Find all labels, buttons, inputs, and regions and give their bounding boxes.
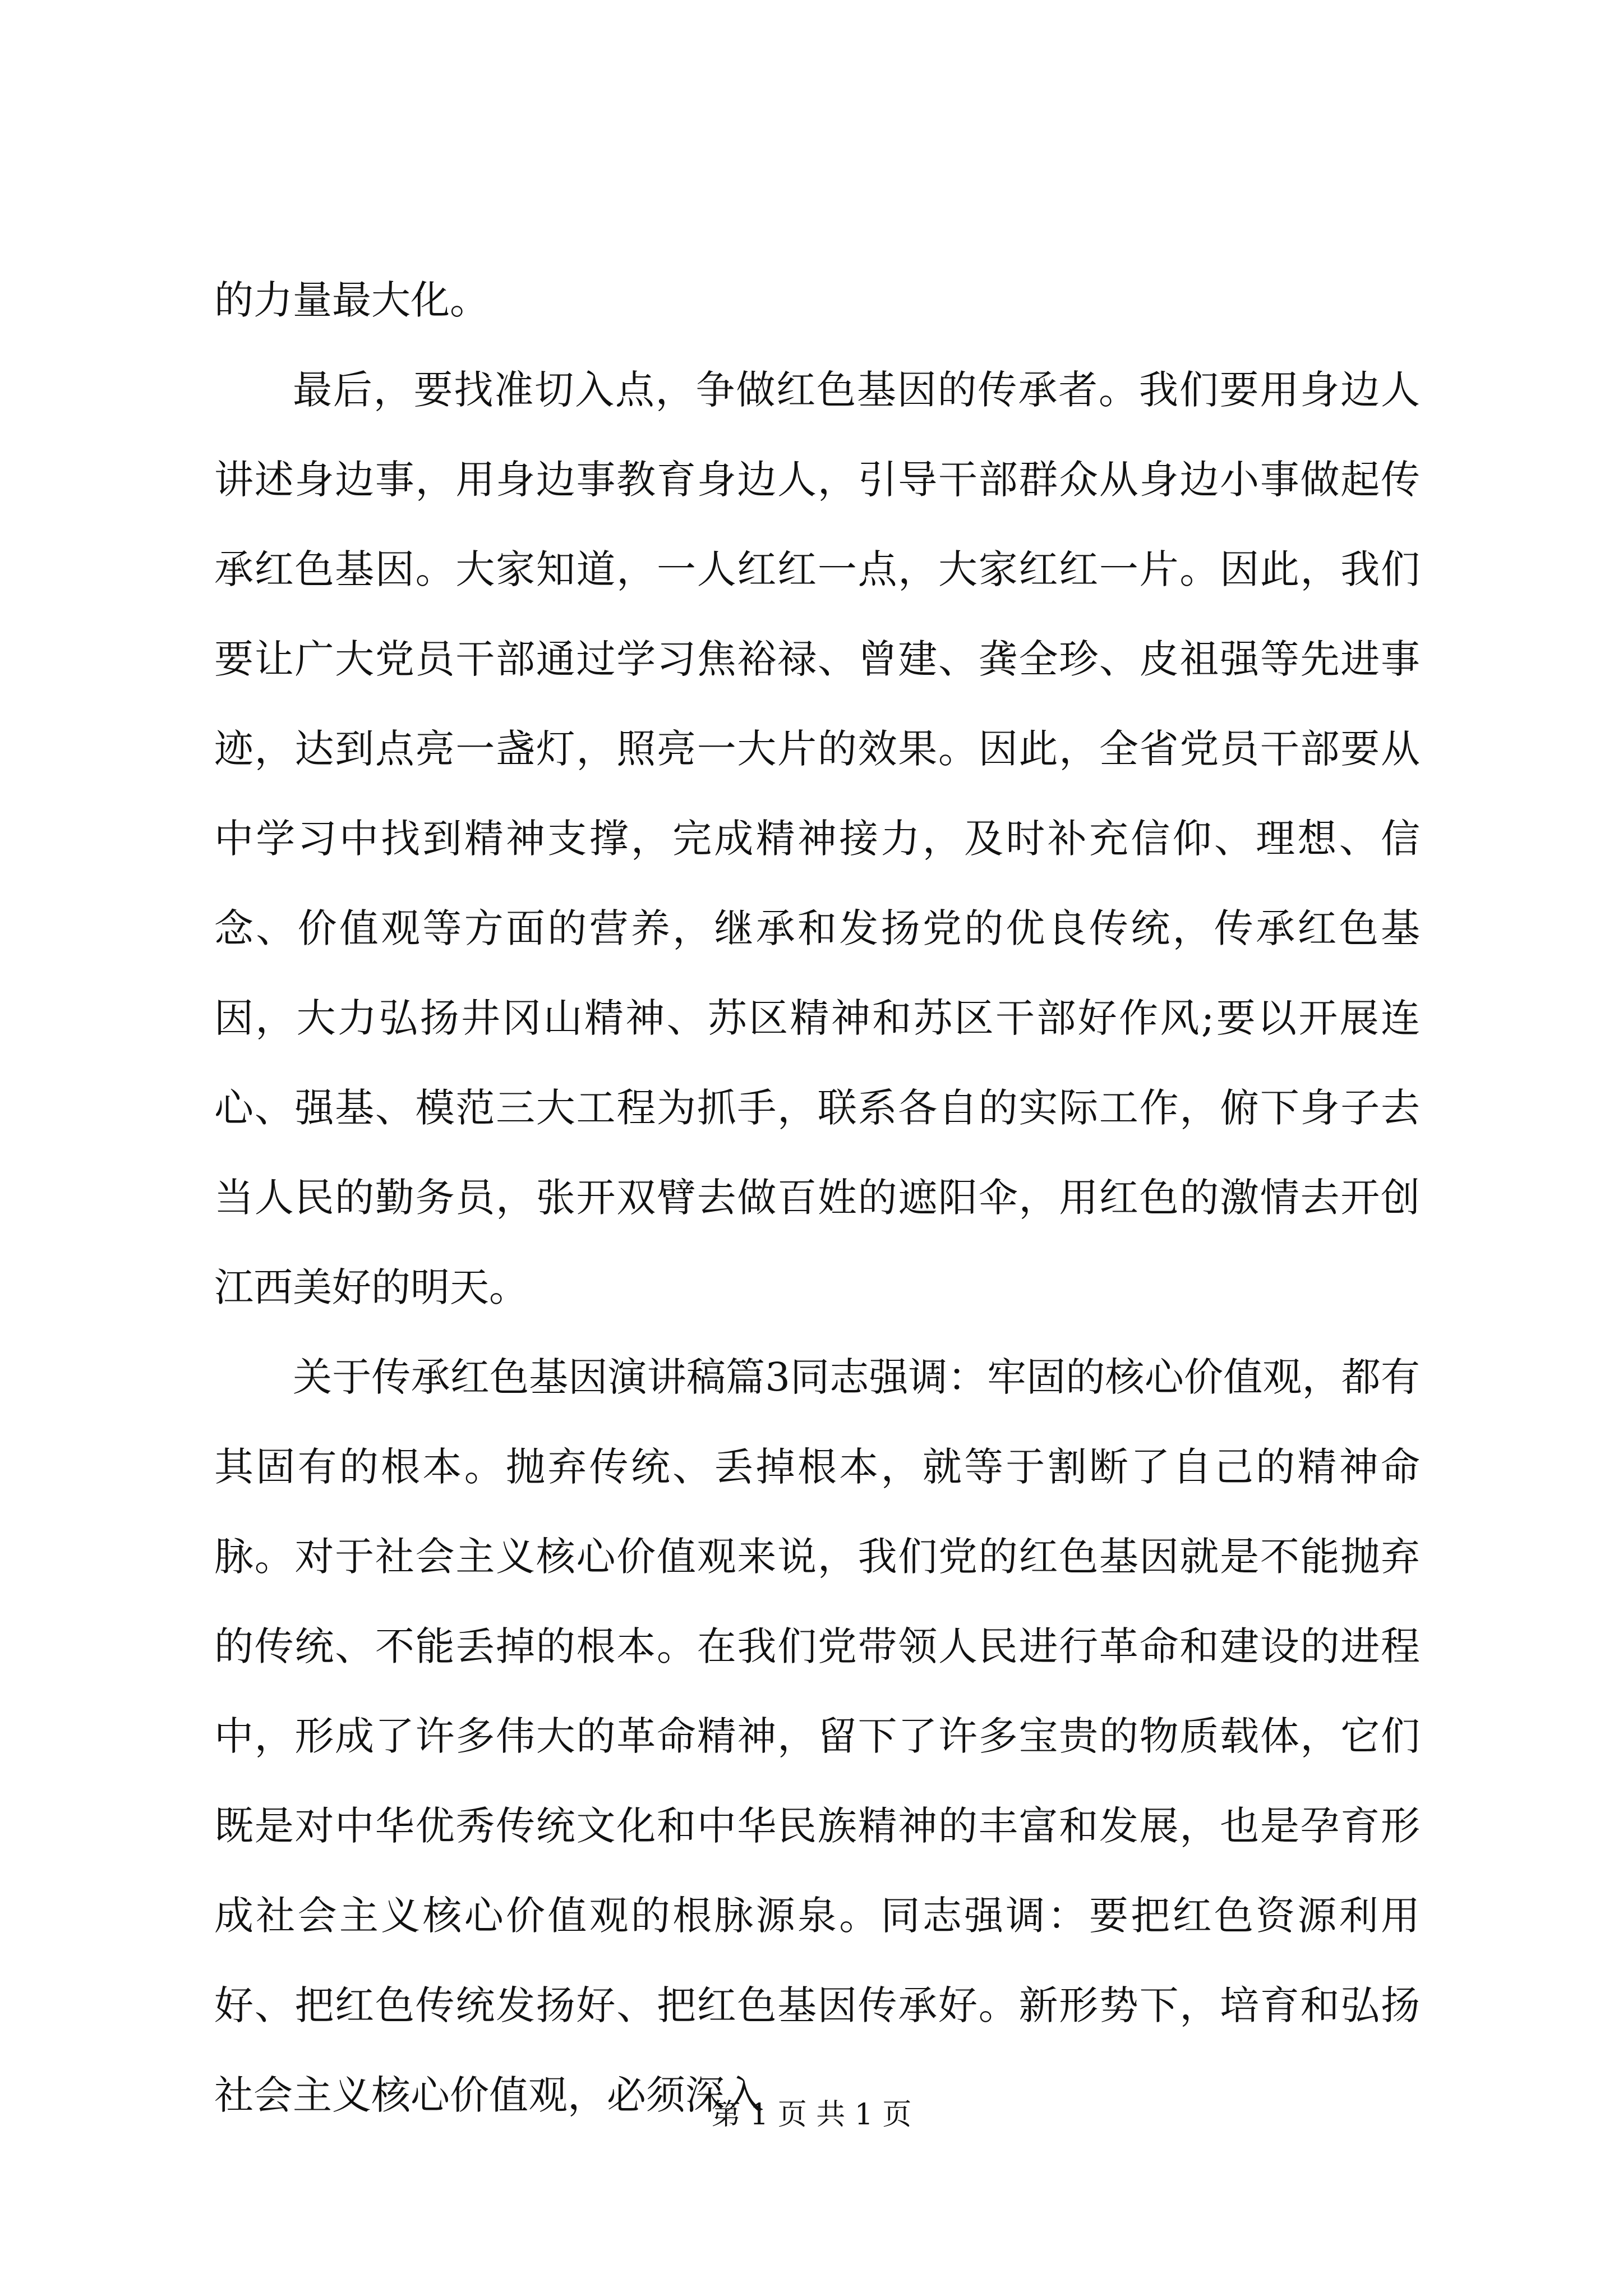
paragraph-continuation: 的力量最大化。 (214, 277, 489, 323)
paragraph-speech-3: 关于传承红色基因演讲稿篇3同志强调：牢固的核心价值观，都有其固有的根本。抛弃传统、丢掉根本，就等于割断了自己的精神命脉。对于社会主义核心价值观来说，我们党的红色基因就是不能抛弃的传统、不能丢掉的根本。在我们党带领人民进行革命和建设的进程中，形成了许多伟大的革命精神，留下了许多宝贵的物质载体，它们既是对中华优秀传统文化和中华民族精神的丰富和发展，也是孕育形成社会主义核心价值观的根脉源泉。同志强调：要把红色资源利用好、把红色传统发扬好、把红色基因传承好。新形势下，培育和弘扬社会主义核心价值观，必须深入 (214, 1354, 1420, 2118)
paragraph-conclusion: 最后，要找准切入点，争做红色基因的传承者。我们要用身边人讲述身边事，用身边事教育身边人，引导干部群众从身边小事做起传承红色基因。大家知道，一人红红一点，大家红红一片。因此，我们要让广大党员干部通过学习焦裕禄、曾建、龚全珍、皮祖强等先进事迹，达到点亮一盏灯，照亮一大片的效果。因此，全省党员干部要从中学习中找到精神支撑，完成精神接力，及时补充信仰、理想、信念、价值观等方面的营养，继承和发扬党的优良传统，传承红色基因，大力弘扬井冈山精神、苏区精神和苏区干部好作风;要以开展连心、强基、模范三大工程为抓手，联系各自的实际工作，俯下身子去当人民的勤务员，张开双臂去做百姓的遮阳伞，用红色的激情去开创江西美好的明天。 (214, 367, 1420, 1310)
body-text (214, 255, 1420, 2140)
page-footer: 第 1 页 共 1 页 (711, 2098, 912, 2132)
